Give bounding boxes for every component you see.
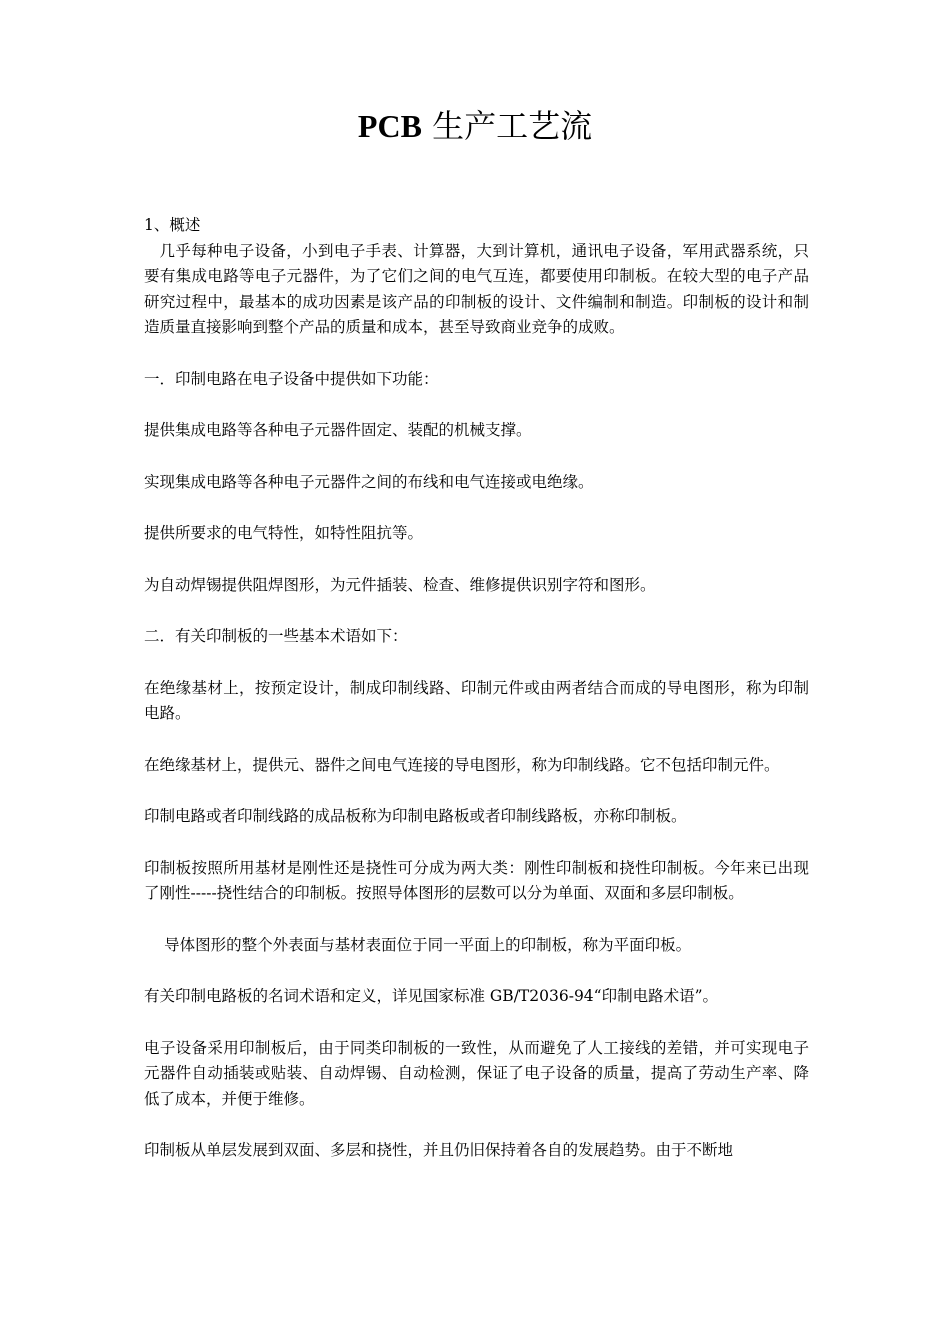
function-item-3: 提供所要求的电气特性，如特性阻抗等。 [144, 524, 424, 542]
term-paragraph-5: 导体图形的整个外表面与基材表面位于同一平面上的印制板，称为平面印板。 [164, 935, 692, 954]
section-heading-overview: 1、概述 [144, 216, 201, 234]
function-item-1: 提供集成电路等各种电子元器件固定、装配的机械支撑。 [144, 421, 532, 439]
paragraph-advantages: 电子设备采用印制板后，由于同类印制板的一致性，从而避免了人工接线的差错，并可实现电子元器件自动插装或贴装、自动焊锡、自动检测，保证了电子设备的质量，提高了劳动生产率、降低了成本，并便于维修。 [144, 1038, 809, 1108]
term-paragraph-6: 有关印制电路板的名词术语和定义，详见国家标准 GB/T2036-94“印制电路术语”。 [144, 987, 719, 1005]
paragraph-development: 印制板从单层发展到双面、多层和挠性，并且仍旧保持着各自的发展趋势。由于不断地 [144, 1141, 734, 1159]
title-cjk: 生产工艺流 [421, 107, 593, 145]
section-heading-terms: 二．有关印制板的一些基本术语如下： [144, 627, 408, 645]
paragraph-overview: 几乎每种电子设备，小到电子手表、计算器，大到计算机，通讯电子设备，军用武器系统，只要有集成电路等电子元器件，为了它们之间的电气互连，都要使用印制板。在较大型的电子产品研究过程中，最基本的成功因素是该产品的印制板的设计、文件编制和制造。印制板的设计和制造质量直接影响到整个产品的质量和成本，甚至导致商业竞争的成败。 [144, 241, 809, 336]
term-paragraph-1: 在绝缘基材上，按预定设计，制成印制线路、印制元件或由两者结合而成的导电图形，称为印制电路。 [144, 678, 809, 722]
term-paragraph-3: 印制电路或者印制线路的成品板称为印制电路板或者印制线路板，亦称印制板。 [144, 807, 687, 825]
page-title [0, 104, 950, 148]
term-paragraph-4: 印制板按照所用基材是刚性还是挠性可分成为两大类：刚性印制板和挠性印制板。今年来已出现了刚性-----挠性结合的印制板。按照导体图形的层数可以分为单面、双面和多层印制板。 [144, 858, 809, 902]
term-paragraph-2: 在绝缘基材上，提供元、器件之间电气连接的导电图形，称为印制线路。它不包括印制元件。 [144, 755, 780, 774]
section-heading-functions: 一．印制电路在电子设备中提供如下功能： [144, 369, 439, 388]
function-item-2: 实现集成电路等各种电子元器件之间的布线和电气连接或电绝缘。 [144, 472, 594, 491]
function-item-4: 为自动焊锡提供阻焊图形，为元件插装、检查、维修提供识别字符和图形。 [144, 575, 656, 594]
document-body [144, 213, 809, 1164]
title-latin: PCB [357, 108, 422, 144]
